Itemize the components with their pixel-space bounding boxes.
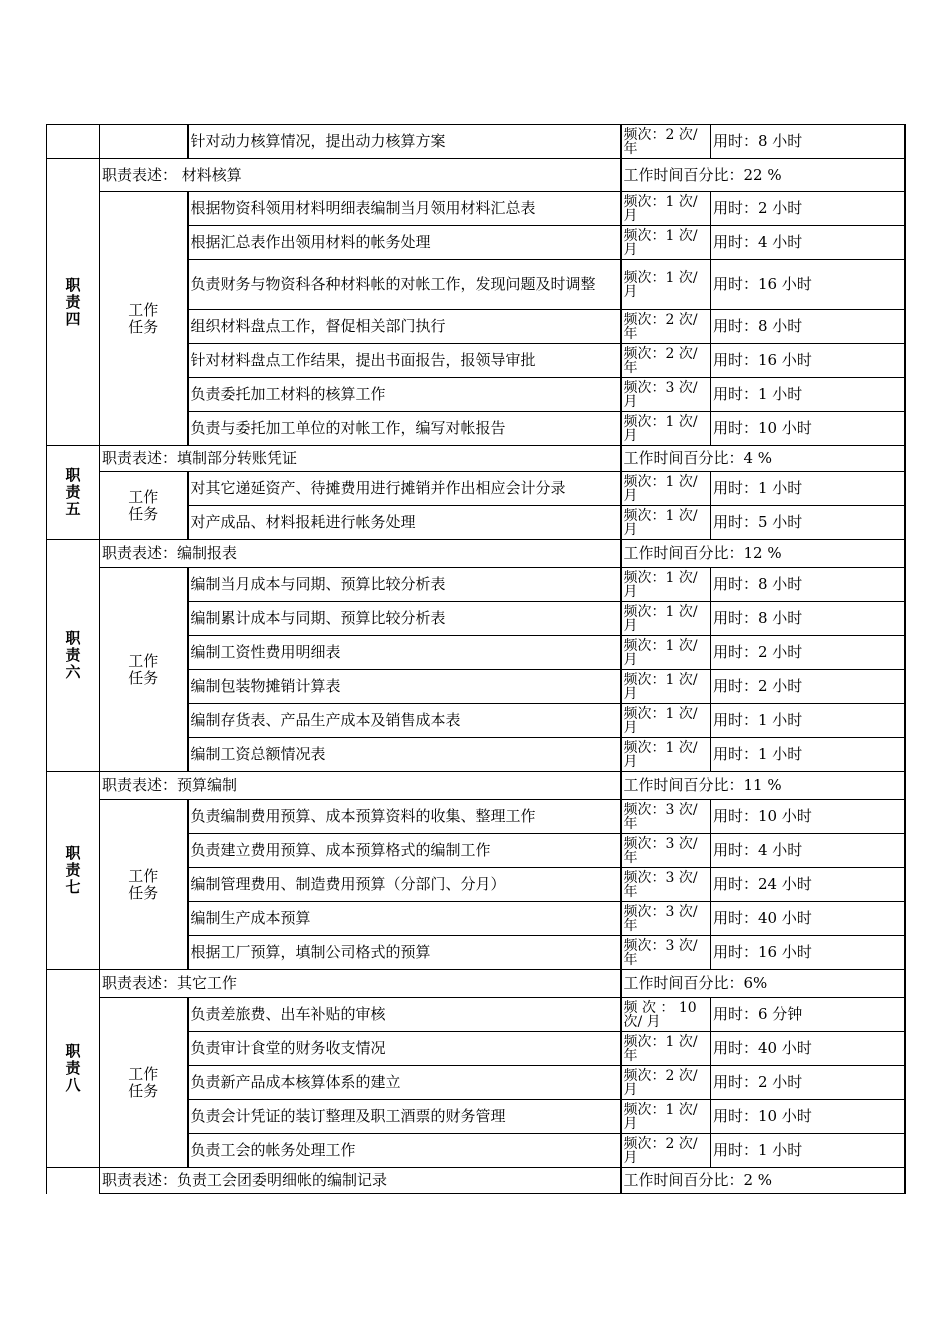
duration-text: 用时：10 小时 <box>711 412 905 446</box>
frequency-text: 频次：1 次/月 <box>621 568 711 602</box>
work-task-label-cell <box>100 472 188 540</box>
duration-text: 用时：8 小时 <box>711 602 905 636</box>
work-task-cell-empty <box>100 125 188 159</box>
duty-title-cell <box>47 540 100 772</box>
frequency-text: 频次：2 次/ 月 <box>621 1066 711 1100</box>
duration-text: 用时：1 小时 <box>711 738 905 772</box>
table-row <box>47 472 905 506</box>
frequency-text: 频次：3 次/ 年 <box>621 936 711 970</box>
duty-header-row <box>47 970 905 998</box>
frequency-text: 频次：3 次/ 月 <box>621 378 711 412</box>
frequency-text: 频次：2 次/ 年 <box>621 125 711 159</box>
duty-title-cell-empty <box>47 1168 100 1194</box>
frequency-text: 频次：1 次/ 月 <box>621 602 711 636</box>
frequency-text: 频次：3 次/ 年 <box>621 902 711 936</box>
frequency-text: 频次：1 次/ 月 <box>621 226 711 260</box>
work-task-label-cell <box>100 998 188 1168</box>
duty-header-row <box>47 446 905 472</box>
task-text: 对产成品、材料报耗进行帐务处理 <box>188 506 621 540</box>
frequency-text: 频次：1 次/ 年 <box>621 1032 711 1066</box>
frequency-text: 频次：1 次/ 月 <box>621 506 711 540</box>
table-row <box>47 998 905 1032</box>
duration-text: 用时：5 小时 <box>711 506 905 540</box>
duration-text: 用时：2 小时 <box>711 1066 905 1100</box>
duty-title: 职责四 <box>65 275 81 328</box>
table-row <box>47 568 905 602</box>
task-text: 编制累计成本与同期、预算比较分析表 <box>188 602 621 636</box>
duty-description: 职责表述：编制报表 <box>100 540 621 568</box>
task-text: 组织材料盘点工作，督促相关部门执行 <box>188 310 621 344</box>
duty-title-cell <box>47 159 100 446</box>
duty-title: 职责五 <box>65 466 81 518</box>
table-row <box>47 800 905 834</box>
task-text: 负责差旅费、出车补贴的审核 <box>188 998 621 1032</box>
duty-header-row <box>47 772 905 800</box>
duration-text: 用时：2 小时 <box>711 636 905 670</box>
frequency-text: 频次：1 次/ 月 <box>621 636 711 670</box>
frequency-text: 频次：1 次/月 <box>621 192 711 226</box>
duty-header-row <box>47 159 905 192</box>
task-text: 负责新产品成本核算体系的建立 <box>188 1066 621 1100</box>
duration-text: 用时：1 小时 <box>711 1134 905 1168</box>
task-text: 针对动力核算情况，提出动力核算方案 <box>188 125 621 159</box>
work-task-label-cell <box>100 800 188 970</box>
task-text: 根据物资科领用材料明细表编制当月领用材料汇总表 <box>188 192 621 226</box>
duty-title: 职责八 <box>65 1042 81 1094</box>
task-text: 负责会计凭证的装订整理及职工酒票的财务管理 <box>188 1100 621 1134</box>
duty-time-percentage: 工作时间百分比：4 % <box>621 446 905 472</box>
duration-text: 用时：16 小时 <box>711 260 905 310</box>
task-text: 对其它递延资产、待摊费用进行摊销并作出相应会计分录 <box>188 472 621 506</box>
duty-time-percentage: 工作时间百分比：12 % <box>621 540 905 568</box>
frequency-text: 频次：2 次/ 年 <box>621 310 711 344</box>
frequency-text: 频次：3 次/ 年 <box>621 800 711 834</box>
frequency-text: 频次：1 次/ 月 <box>621 472 711 506</box>
duty-header-row <box>47 1168 905 1194</box>
duty-time-percentage: 工作时间百分比：11 % <box>621 772 905 800</box>
task-text: 根据汇总表作出领用材料的帐务处理 <box>188 226 621 260</box>
task-text: 负责审计食堂的财务收支情况 <box>188 1032 621 1066</box>
frequency-text: 频次：3 次/ 年 <box>621 868 711 902</box>
task-text: 负责财务与物资科各种材料帐的对帐工作，发现问题及时调整 <box>188 260 621 310</box>
task-text: 负责工会的帐务处理工作 <box>188 1134 621 1168</box>
work-task-label: 工作任务 <box>128 1064 159 1100</box>
duration-text: 用时：8 小时 <box>711 310 905 344</box>
duty-time-percentage: 工作时间百分比：2 % <box>621 1168 905 1194</box>
duration-text: 用时：1 小时 <box>711 704 905 738</box>
duty-time-percentage: 工作时间百分比：6% <box>621 970 905 998</box>
task-text: 负责建立费用预算、成本预算格式的编制工作 <box>188 834 621 868</box>
job-duty-table <box>46 124 906 1194</box>
duty-description: 职责表述：预算编制 <box>100 772 621 800</box>
duration-text: 用时：6 分钟 <box>711 998 905 1032</box>
duty-title: 职责七 <box>65 844 81 896</box>
task-text: 负责委托加工材料的核算工作 <box>188 378 621 412</box>
task-text: 编制管理费用、制造费用预算（分部门、分月） <box>188 868 621 902</box>
work-task-label: 工作任务 <box>128 300 159 336</box>
duration-text: 用时：8 小时 <box>711 125 905 159</box>
task-text: 编制当月成本与同期、预算比较分析表 <box>188 568 621 602</box>
frequency-text: 频次：1 次/ 月 <box>621 260 711 310</box>
duration-text: 用时：8 小时 <box>711 568 905 602</box>
work-task-label: 工作任务 <box>128 866 159 902</box>
table-row <box>47 125 905 159</box>
duration-text: 用时：16 小时 <box>711 344 905 378</box>
duty-title-cell <box>47 772 100 970</box>
frequency-text: 频次：1 次/ 月 <box>621 704 711 738</box>
task-text: 编制包装物摊销计算表 <box>188 670 621 704</box>
frequency-text: 频次：2 次/ 年 <box>621 344 711 378</box>
duty-title-cell <box>47 970 100 1168</box>
duration-text: 用时：2 小时 <box>711 192 905 226</box>
duty-description: 职责表述： 材料核算 <box>100 159 621 192</box>
task-text: 编制工资总额情况表 <box>188 738 621 772</box>
duty-header-row <box>47 540 905 568</box>
work-task-label: 工作任务 <box>128 487 159 523</box>
frequency-text: 频次：1 次/ 月 <box>621 670 711 704</box>
task-text: 根据工厂预算，填制公司格式的预算 <box>188 936 621 970</box>
duration-text: 用时：4 小时 <box>711 834 905 868</box>
duration-text: 用时：10 小时 <box>711 1100 905 1134</box>
table-body <box>47 125 905 1194</box>
task-text: 针对材料盘点工作结果，提出书面报告，报领导审批 <box>188 344 621 378</box>
table-row <box>47 192 905 226</box>
frequency-text: 频次：1 次/ 月 <box>621 1100 711 1134</box>
duty-description: 职责表述：负责工会团委明细帐的编制记录 <box>100 1168 621 1194</box>
task-text: 负责与委托加工单位的对帐工作，编写对帐报告 <box>188 412 621 446</box>
work-task-label-cell <box>100 192 188 446</box>
duty-title-cell <box>47 446 100 540</box>
duration-text: 用时：2 小时 <box>711 670 905 704</box>
work-task-label: 工作任务 <box>128 651 159 687</box>
work-task-label-cell <box>100 568 188 772</box>
duty-time-percentage: 工作时间百分比：22 % <box>621 159 905 192</box>
duration-text: 用时：40 小时 <box>711 1032 905 1066</box>
task-text: 负责编制费用预算、成本预算资料的收集、整理工作 <box>188 800 621 834</box>
task-text: 编制工资性费用明细表 <box>188 636 621 670</box>
frequency-text: 频次：1 次/ 月 <box>621 412 711 446</box>
duration-text: 用时：1 小时 <box>711 378 905 412</box>
duration-text: 用时：4 小时 <box>711 226 905 260</box>
duty-cell-empty <box>47 125 100 159</box>
duty-title: 职责六 <box>65 629 81 681</box>
task-text: 编制生产成本预算 <box>188 902 621 936</box>
duty-description: 职责表述：其它工作 <box>100 970 621 998</box>
duration-text: 用时：10 小时 <box>711 800 905 834</box>
duty-description: 职责表述：填制部分转账凭证 <box>100 446 621 472</box>
duration-text: 用时：1 小时 <box>711 472 905 506</box>
duration-text: 用时：40 小时 <box>711 902 905 936</box>
frequency-text: 频 次 ： 10 次/ 月 <box>621 998 711 1032</box>
task-text: 编制存货表、产品生产成本及销售成本表 <box>188 704 621 738</box>
frequency-text: 频次：3 次/ 年 <box>621 834 711 868</box>
frequency-text: 频次：1 次/ 月 <box>621 738 711 772</box>
duration-text: 用时：24 小时 <box>711 868 905 902</box>
frequency-text: 频次：2 次/ 月 <box>621 1134 711 1168</box>
duration-text: 用时：16 小时 <box>711 936 905 970</box>
